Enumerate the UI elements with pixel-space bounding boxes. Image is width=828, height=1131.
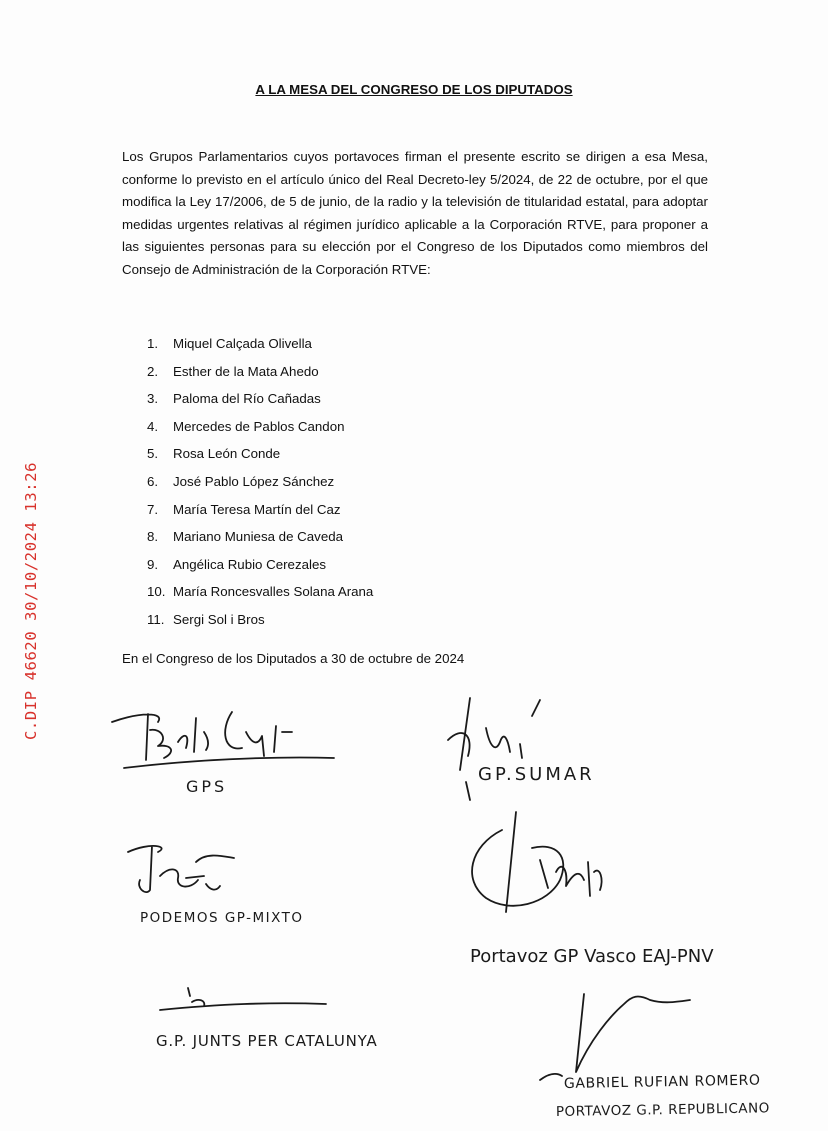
member-name: María Teresa Martín del Caz xyxy=(173,501,341,517)
member-name: Angélica Rubio Cerezales xyxy=(173,556,326,572)
member-name: Rosa León Conde xyxy=(173,446,281,462)
member-name: María Roncesvalles Solana Arana xyxy=(173,584,374,600)
signature-rufian-name: GABRIEL RUFIAN ROMERO xyxy=(563,1072,761,1092)
member-name: Esther de la Mata Ahedo xyxy=(173,363,319,379)
signature-gps-scribble xyxy=(112,712,292,760)
member-name: Miquel Calçada Olivella xyxy=(173,336,312,351)
signature-podemos-label: PODEMOS GP-MIXTO xyxy=(140,910,304,926)
item-number: 7. xyxy=(147,501,159,517)
signature-rufian-role: PORTAVOZ G.P. REPUBLICANO xyxy=(555,1100,770,1120)
item-number: 1. xyxy=(147,336,159,351)
signature-junts-scribble xyxy=(160,988,326,1010)
signature-gps-label: GPS xyxy=(186,777,228,796)
member-name: José Pablo López Sánchez xyxy=(173,473,335,489)
item-number: 2. xyxy=(147,363,159,379)
signature-gps-underline xyxy=(124,757,334,768)
registry-stamp: C.DIP 46620 30/10/2024 13:26 xyxy=(22,461,40,740)
closing-line: En el Congreso de los Diputados a 30 de octubre de 2024 xyxy=(122,651,465,666)
signature-vasco-label: Portavoz GP Vasco EAJ-PNV xyxy=(470,946,714,967)
signature-sumar-label: GP.SUMAR xyxy=(478,764,595,785)
member-name: Paloma del Río Cañadas xyxy=(173,391,321,407)
signature-junts-label: G.P. JUNTS PER CATALUNYA xyxy=(156,1032,378,1050)
item-number: 4. xyxy=(147,418,159,434)
member-name: Mariano Muniesa de Caveda xyxy=(173,529,344,545)
signature-vasco-scribble xyxy=(472,812,602,912)
member-name: Mercedes de Pablos Candon xyxy=(173,418,345,434)
document-title: A LA MESA DEL CONGRESO DE LOS DIPUTADOS xyxy=(255,82,573,97)
body-paragraph: Los Grupos Parlamentarios cuyos portavoces firman el presente escrito se dirigen a esa Mesa, conforme lo previsto en el artículo único del Real Decreto-ley 5/2024, de 22 de octubre, por el que modifica la Ley 17/2006, de 5 de junio, de la radio y la televisión de titularidad estatal, para adoptar medidas urgentes relativas al régimen jurídico aplicable a la Corporación RTVE, para proponer a las siguientes personas para su elección por el Congreso de los Diputados como miembros del Consejo de Administración de la Corporación RTVE: xyxy=(122,149,708,277)
item-number: 3. xyxy=(147,391,159,407)
item-number: 11. xyxy=(147,611,165,627)
item-number: 9. xyxy=(147,556,159,572)
member-name: Sergi Sol i Bros xyxy=(173,611,265,627)
item-number: 10. xyxy=(147,584,166,600)
item-number: 5. xyxy=(147,446,159,462)
item-number: 6. xyxy=(147,473,159,489)
signature-rufian-scribble xyxy=(540,994,690,1080)
item-number: 8. xyxy=(147,529,159,545)
signature-podemos-scribble xyxy=(128,846,234,892)
